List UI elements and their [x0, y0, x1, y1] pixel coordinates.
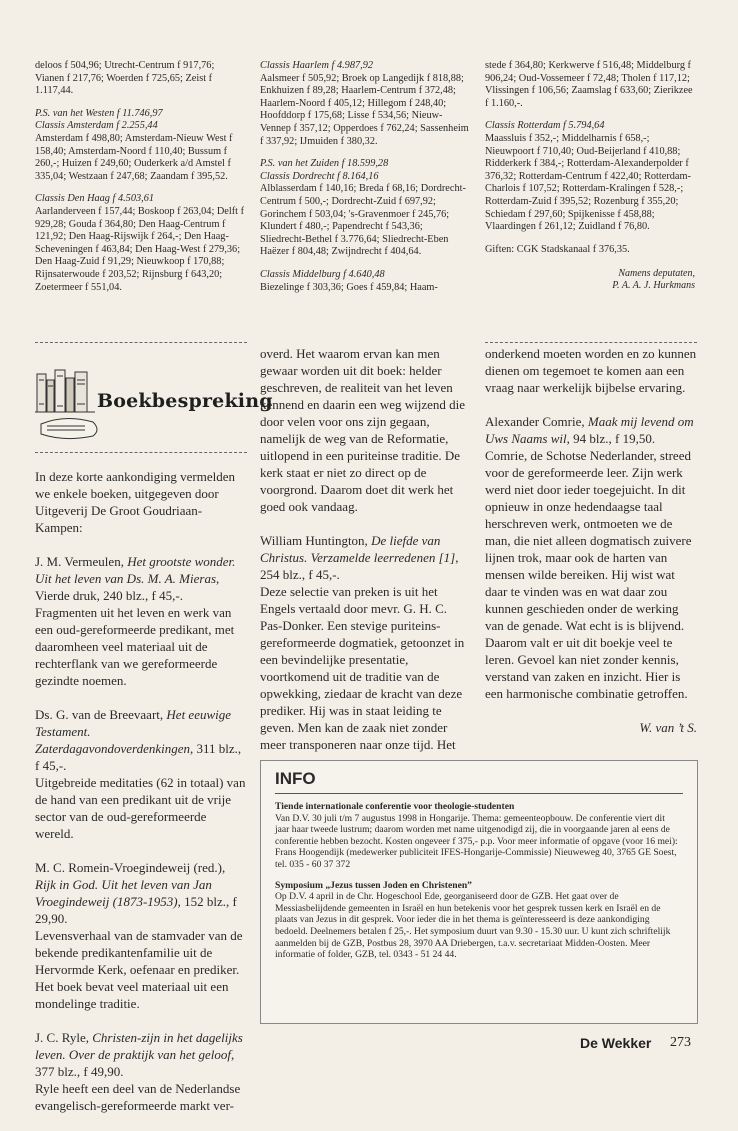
top-column-1 [35, 60, 245, 304]
review-right-text: onderkend moeten worden en zo kunnen dienen om tegemoet te komen aan een vraag naar werkelijk bijbelse ervaring. [485, 346, 697, 395]
book2-author: Ds. G. van de Breevaart, [35, 707, 167, 722]
top-c2-p0-text: Aalsmeer f 505,92; Broek op Langedijk f 818,88; Enkhuizen f 89,28; Haarlem-Centrum f 372,48; Haarlem-Noord f 405,12; Hillegom f 248,40; Hoofddorp f 175,68; Lisse f 534,56; Nieuw-Vennep f 357,12; Opperdoes f 762,24; Sassenheim f 337,92; IJmuiden f 380,32. [260, 72, 469, 147]
info-title: INFO [275, 769, 316, 788]
divider-mid-left [35, 452, 247, 453]
review-column-2 [260, 345, 470, 787]
top-c1-p2-text: Aarlanderveen f 157,44; Boskoop f 263,04; Delft f 929,28; Gouda f 364,80; Den Haag-Centrum f 121,92; Den Haag-Rijswijk f 264,-; Den Haag-Scheveningen f 463,84; Den Haag-West f 279,36; Den Haag-Zuid f 91,29; Nieuwkoop f 170,88; Rijnsaterwoude f 203,52; Rijnsburg f 643,20; Zoetermeer f 551,04. [35, 205, 245, 293]
top-c2-p2-text: Biezelinge f 303,36; Goes f 459,84; Haam- [260, 281, 438, 293]
top-c1-p2-head: Classis Den Haag f 4.503,61 [35, 193, 154, 205]
book1-author: J. M. Vermeulen, [35, 554, 128, 569]
top-c2-p2-head: Classis Middelburg f 4.640,48 [260, 268, 385, 280]
top-c3-p1-head: Classis Rotterdam f 5.794,64 [485, 120, 605, 132]
top-c3-p1 [485, 120, 695, 233]
section-title [97, 390, 273, 412]
book2-text: Uitgebreide meditaties (62 in totaal) van de hand van een predikant uit de vrije sector van de oud-gereformeerde wereld. [35, 775, 246, 841]
top-c1-p0: deloos f 504,96; Utrecht-Centrum f 917,76; Vianen f 217,76; Woerden f 725,65; Zeist f 1.117,44. [35, 60, 215, 97]
book2-title: Het eeuwige Testament. Zaterdagavondoverdenkingen [35, 707, 232, 756]
section-header [35, 360, 273, 440]
review-intro: In deze korte aankondiging vermelden we enkele boeken, uitgegeven door Uitgeverij De Groot Goudriaan-Kampen: [35, 469, 235, 535]
book3-meta: , 152 blz., f 29,90. [35, 894, 237, 926]
top-c2-p2 [260, 269, 470, 294]
info-item1-head: Tiende internationale conferentie voor theologie-studenten [275, 801, 515, 812]
review-column-3 [485, 345, 697, 753]
book3-text: Levensverhaal van de stamvader van de bekende predikantenfamilie uit de Hervormde Kerk, oefenaar en prediker. Het boek bevat veel materiaal uit een mondelinge traditie. [35, 928, 243, 1011]
divider-right [485, 342, 697, 343]
info-content [275, 801, 681, 970]
info-item2-head: Symposium „Jezus tussen Joden en Christenen” [275, 879, 472, 891]
review-column-1 [35, 468, 247, 1131]
top-c1-p1-head2: Classis Amsterdam f 2.255,44 [35, 120, 158, 132]
book4-text: Ryle heeft een deel van de Nederlandse evangelisch-gereformeerde markt ver- [35, 1081, 241, 1113]
section-title-rest: oekbespreking [113, 390, 273, 412]
book6-text: Comrie, de Schotse Nederlander, streed voor de gereformeerde leer. Zijn werk werd niet door ieder toegejuicht. In dit opnieuw in onze hedendaagse taal herschreven werk, ontmoeten we de man, die niet alleen dogmatisch zuivere lijnen trok, maar ook de harten van mensen wilde bereiken. Hij wist wat daar te vinden was en wat daar zou kunnen geschieden onder de werking van de genade. Wat echt is is blijvend. Daarom valt er uit dit boekje veel te leren. Gevoel kan niet zonder kennis, verstand van zaken en inzicht. Hier is een harmonische combinatie getroffen. [485, 448, 692, 701]
book3-title: Rijk in God. Uit het leven van Jan Vroegindeweij (1873-1953) [35, 877, 212, 909]
review-book5 [260, 532, 470, 583]
signature-line2: P. A. A. J. Hurkmans [612, 280, 695, 292]
top-c3-p0: stede f 364,80; Kerkwerve f 516,48; Middelburg f 906,24; Oud-Vossemeer f 72,48; Tholen f 117,12; Vlissingen f 106,56; Zaamslag f 633,60; Zierikzee f 1.160,-. [485, 60, 693, 109]
info-item1 [275, 801, 681, 871]
review-book3 [35, 859, 247, 927]
top-column-2 [260, 60, 470, 304]
divider-left [35, 342, 247, 343]
info-item2 [275, 880, 681, 961]
book1-text: Fragmenten uit het leven en werk van een oud-gereformeerde predikant, met daaromheen veel materiaal uit de rechterflank van we gereformeerde gezindte noemen. [35, 605, 235, 688]
magazine-name: De Wekker [580, 1035, 652, 1051]
book5-title: De liefde van Christus. Verzamelde leerredenen [1] [260, 533, 456, 565]
top-c2-p1-head: P.S. van het Zuiden f 18.599,28 [260, 158, 389, 170]
top-column-3 [485, 60, 695, 292]
book4-author: J. C. Ryle, [35, 1030, 93, 1045]
top-c3-p2: Giften: CGK Stadskanaal f 376,35. [485, 243, 630, 255]
book6-author: Alexander Comrie, [485, 414, 588, 429]
review-signature: W. van ’t S. [639, 720, 697, 735]
top-c1-p2 [35, 193, 245, 294]
top-c2-p0 [260, 60, 470, 148]
top-c2-p0-head: Classis Haarlem f 4.987,92 [260, 60, 373, 71]
book4-meta: , 377 blz., f 49,90. [35, 1047, 235, 1079]
top-c1-p1-text: Amsterdam f 498,80; Amsterdam-Nieuw West f 158,40; Amsterdam-Noord f 110,40; Bussum f 260,-; Huizen f 249,60; Ouderkerk a/d Amstel f 335,04; Westzaan f 247,68; Zaandam f 395,52. [35, 132, 233, 182]
review-book6 [485, 413, 697, 447]
review-book2 [35, 706, 247, 774]
top-c1-p1-head: P.S. van het Westen f 11.746,97 [35, 107, 163, 119]
book5-author: William Huntington, [260, 533, 372, 548]
book6-title: Maak mij levend om Uws Naams wil [485, 414, 694, 446]
book5-text: Deze selectie van preken is uit het Engels vertaald door mevr. G. H. C. Pas-Donker. Een stevige puriteins-gereformeerde dogmatiek, getoonzet in een bevindelijke presentatie, voortkomend uit de traditie van de opwekking, ziedaar de kracht van deze prediker. Hij was in staat leiding te geven. Men kan de zaak niet zonder meer transponeren naar onze tijd. Het [260, 584, 465, 752]
top-c3-p1-text: Maassluis f 352,-; Middelharnis f 658,-; Nieuwpoort f 710,40; Oud-Beijerland f 410,88; Ridderkerk f 384,-; Rotterdam-Alexanderpolder f 376,32; Rotterdam-Centrum f 422,40; Rotterdam-Charlois f 107,52; Rotterdam-Kralingen f 528,-; Rotterdam-Zuid f 395,52; Rozenburg f 355,20; Schiedam f 297,60; Spijkenisse f 458,88; Vlaardingen f 261,12; Zuidland f 76,80. [485, 132, 691, 233]
book4-title: Christen-zijn in het dagelijks leven. Over de praktijk van het geloof [35, 1030, 243, 1062]
top-c2-p1-head2: Classis Dordrecht f 8.164,16 [260, 170, 379, 182]
info-item1-text: Van D.V. 30 juli t/m 7 augustus 1998 in Hongarije. Thema: gemeenteopbouw. De conferentie viert dit jaar haar tweede lustrum; daarom worden met name uitgenodigd zij, die in voorgaande jaren al eens de conferentie hebben bezocht. Kosten ongeveer f 375,- p.p. Voor meer informatie of opgave (voor 16 mei): Frans Hoogendijk (medewerker publiciteit IFES-Hongarije-Commissie) Nieuweweg 40, 3765 GE Soest, tel. 035 - 60 37 372 [275, 812, 678, 870]
section-title-initial: B [97, 390, 114, 412]
info-item2-text: Op D.V. 4 april in de Chr. Hogeschool Ede, georganiseerd door de GZB. Het gaat over de Messiasbelijdende gemeenten in Israël en hun betekenis voor het gesprek tussen kerk en Israël en de plaats van Jezus in dit gesprek. Voor ieder die in het thema is geïnteresseerd is deze aankondiging bedoeld. Deelnemers betalen f 25,-. Het symposium duurt van 9.30 - 15.30 uur. U kunt zich schriftelijk aanmelden bij de GZB, Postbus 28, 3970 AA Driebergen, t.a.v. secretariaat Midden-Oosten. Meer informatie of folder, GZB, tel. 0343 - 51 24 44. [275, 891, 671, 961]
review-book4 [35, 1029, 247, 1080]
book6-meta: , 94 blz., f 19,50. [566, 431, 656, 446]
info-box [260, 760, 698, 1024]
signature-line1: Namens deputaten, [618, 268, 695, 280]
book1-meta: , Vierde druk, 240 blz., f 45,-. [35, 571, 220, 603]
book5-meta: , 254 blz., f 45,-. [260, 550, 459, 582]
review-mid-text: overd. Het waarom ervan kan men gewaar worden uit dit boek: helder geschreven, de realiteit van het leven kennend en daarin een weg wijzend die door velen voor ons zijn gegaan, namelijk de weg van de Reformatie, uitlopend in een puriteinse traditie. De kerk staat er niet zo direct op de voorgrond. Daarom doet dit werk het goed ook vandaag. [260, 346, 466, 514]
info-rule [275, 793, 683, 794]
book1-title: Het grootste wonder. Uit het leven van Ds. M. A. Mieras [35, 554, 236, 586]
top-c1-p1 [35, 108, 245, 184]
book2-meta: , 311 blz., f 45,-. [35, 741, 242, 773]
deputies-signature [485, 268, 695, 292]
top-c2-p1 [260, 158, 470, 259]
top-c2-p1-text: Alblasserdam f 140,16; Breda f 68,16; Dordrecht-Centrum f 500,-; Dordrecht-Zuid f 697,92; Gorinchem f 503,04; 's-Gravenmoer f 245,76; Klundert f 480,-; Papendrecht f 543,36; Sliedrecht-Bethel f 3.776,64; Sliedrecht-Eben Haëzer f 804,48; Zwijndrecht f 404,64. [260, 183, 466, 258]
book3-author: M. C. Romein-Vroegindeweij (red.), [35, 860, 226, 875]
review-book1 [35, 553, 247, 604]
page-number: 273 [670, 1035, 691, 1050]
